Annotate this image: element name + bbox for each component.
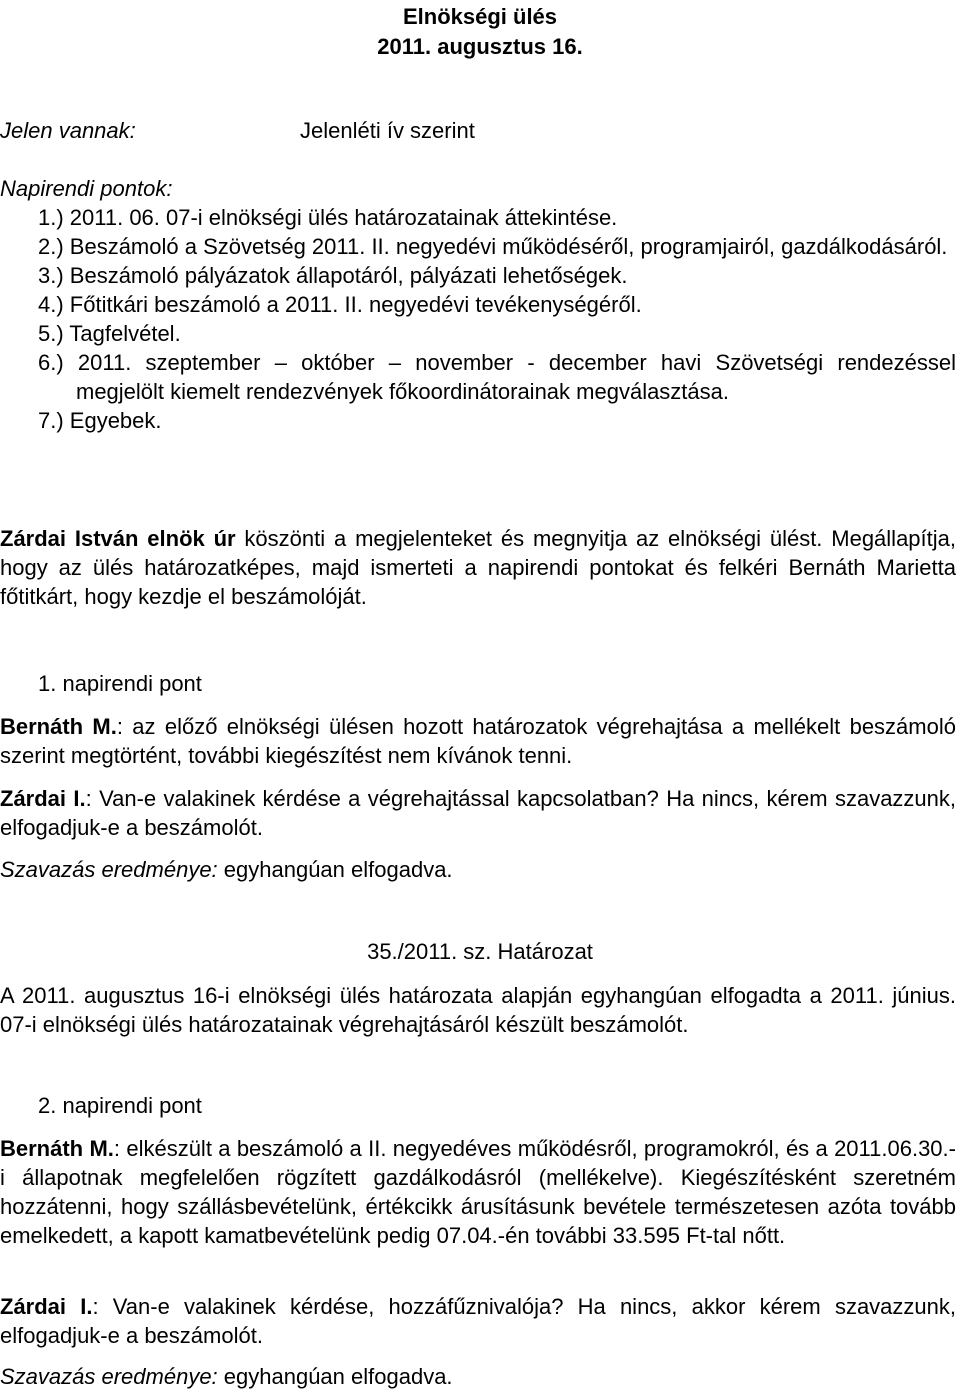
speaker-name: Zárdai I. [0,786,86,811]
vote-label: Szavazás eredménye: [0,857,218,882]
attendance-line [0,116,960,145]
vote-label: Szavazás eredménye: [0,1364,218,1389]
section-1-vote [0,855,956,884]
agenda-item: 1.) 2011. 06. 07-i elnökségi ülés határozatainak áttekintése. [38,205,618,230]
intro-text: köszönti a megjelenteket és megnyitja az elnökségi ülést. Megállapítja, hogy az ülés határozatképes, majd ismerteti a napirendi pontokat és felkéri Bernáth Marietta főtitkárt, hogy kezdje el beszámolóját. [0,526,956,609]
document-title: Elnökségi ülés [402,4,558,29]
attendance-value: Jelenléti ív szerint [300,118,475,143]
paragraph-text: : elkészült a beszámoló a II. negyedéves működésről, programokról, és a 2011.06.30.-i állapotnak megfelelően rögzített gazdálkodásról (mellékelve). Kiegészítésként szeretném hozzátenni, hogy szállásbevételünk, értékcikk árusításunk bevétele természetesen azóta tovább emelkedett, a kapott kamatbevételünk pedig 07.04.-én további 33.595 Ft-tal nőtt. [0,1136,956,1248]
intro-paragraph [0,524,956,611]
section-1-paragraph-2 [0,784,956,842]
section-1-paragraph-1 [0,712,956,770]
agenda-item: 7.) Egyebek. [38,408,162,433]
section-1-title: 1. napirendi pont [38,671,202,696]
document-header [0,0,960,62]
speaker-name: Bernáth M. [0,1136,114,1161]
agenda-item: 5.) Tagfelvétel. [38,321,181,346]
section-2-vote [0,1362,956,1391]
paragraph-text: : Van-e valakinek kérdése, hozzáfűznivalója? Ha nincs, akkor kérem szavazzunk, elfogadjuk-e a beszámolót. [0,1294,956,1348]
resolution-text: A 2011. augusztus 16-i elnökségi ülés határozata alapján egyhangúan elfogadta a 2011. június. 07-i elnökségi ülés határozatainak végrehajtásáról készült beszámolót. [0,983,956,1037]
vote-value: egyhangúan elfogadva. [217,1364,453,1389]
speaker-name: Bernáth M. [0,714,117,739]
attendance-label: Jelen vannak: [0,118,136,143]
intro-speaker: Zárdai István elnök úr [0,526,236,551]
resolution-title: 35./2011. sz. Határozat [367,939,593,964]
paragraph-text: : Van-e valakinek kérdése a végrehajtással kapcsolatban? Ha nincs, kérem szavazzunk, elfogadjuk-e a beszámolót. [0,786,957,840]
speaker-name: Zárdai I. [0,1294,93,1319]
section-2-paragraph-2 [0,1292,956,1350]
paragraph-text: : az előző elnökségi ülésen hozott határozatok végrehajtása a mellékelt beszámoló szerint megtörtént, további kiegészítést nem kívánok tenni. [0,714,956,768]
section-2-paragraph-1 [0,1134,956,1250]
document-date: 2011. augusztus 16. [377,34,583,59]
agenda-list [38,203,956,435]
agenda-item: 6.) 2011. szeptember – október – november - december havi Szövetségi rendezéssel megjelölt kiemelt rendezvények főkoordinátorainak megválasztása. [38,350,956,404]
agenda-item: 4.) Főtitkári beszámoló a 2011. II. negyedévi tevékenységéről. [38,292,642,317]
agenda-item: 3.) Beszámoló pályázatok állapotáról, pályázati lehetőségek. [38,263,628,288]
agenda-label: Napirendi pontok: [0,176,173,201]
agenda-item: 2.) Beszámoló a Szövetség 2011. II. negyedévi működéséről, programjairól, gazdálkodásáról. [38,234,948,259]
vote-value: egyhangúan elfogadva. [217,857,453,882]
section-2-title: 2. napirendi pont [38,1093,202,1118]
